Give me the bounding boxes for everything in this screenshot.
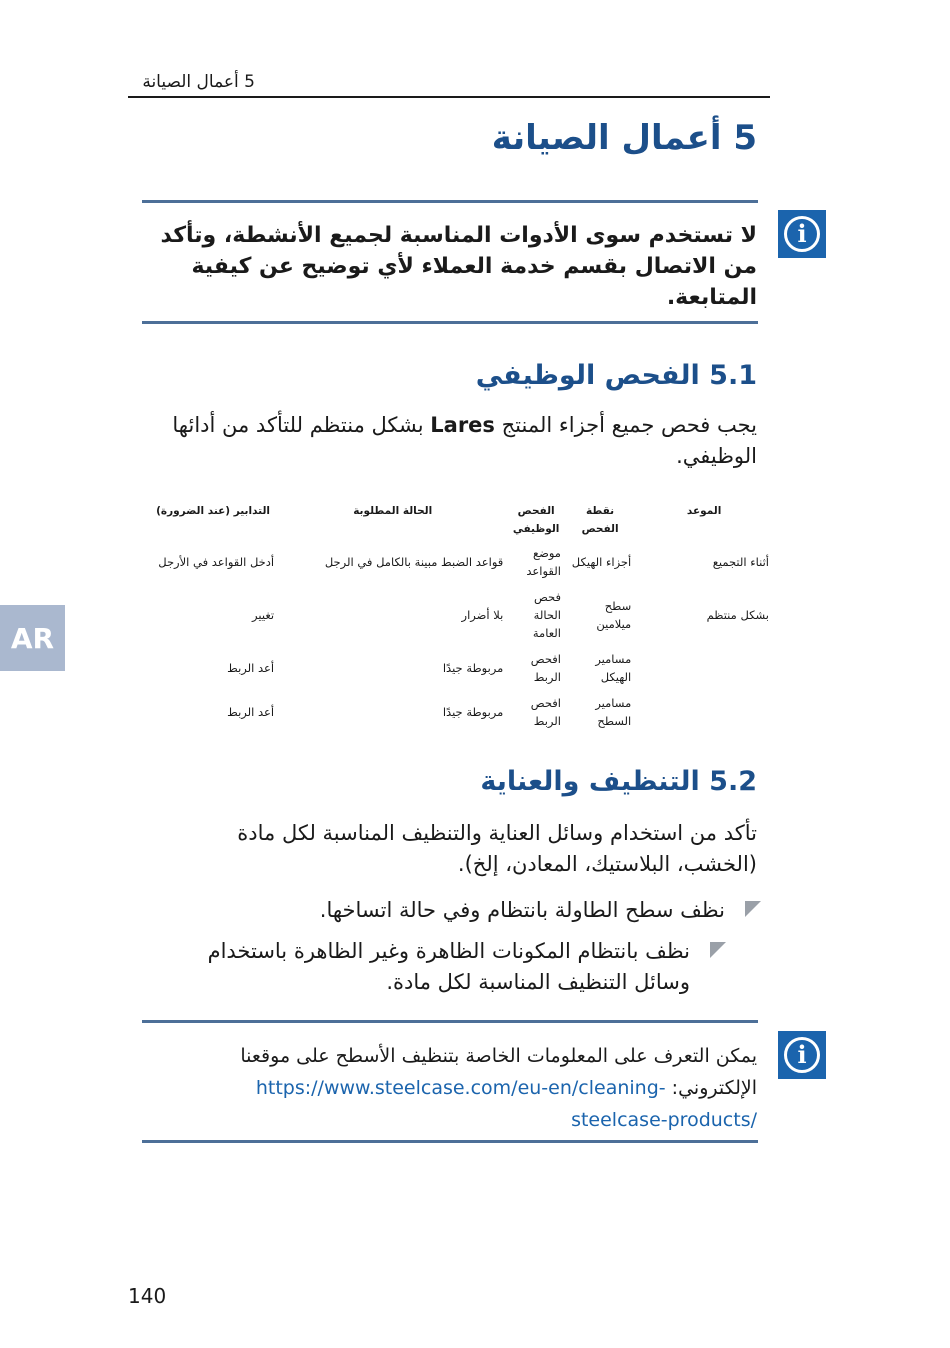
list-item-text: نظف سطح الطاولة بانتظام وفي حالة اتساخها. — [319, 898, 725, 922]
column-header: الموعد — [686, 505, 722, 517]
table-cell: مسامير السطح — [595, 696, 632, 728]
cleaning-intro: تأكد من استخدام وسائل العناية والتنظيف المناسبة لكل مادة (الخشب، البلاستيك، المعادن، إلخ). — [237, 821, 757, 876]
section-heading-cleaning: 5.2 التنظيف والعناية — [480, 766, 757, 797]
table-cell — [635, 690, 773, 734]
table-cell: أثناء التجميع — [712, 555, 769, 569]
info-icon: i — [778, 210, 826, 258]
table-cell: افحص الربط — [530, 652, 561, 684]
table-cell: أجزاء الهيكل — [571, 555, 632, 569]
info-box-text — [167, 1040, 757, 1136]
column-header: نقطة الفحص — [581, 505, 619, 535]
language-tab: AR — [0, 605, 65, 671]
page-title: 5 أعمال الصيانة — [491, 118, 757, 158]
table-cell: تغيير — [252, 608, 275, 622]
section-heading-functional-check: 5.1 الفحص الوظيفي — [475, 360, 757, 391]
bullet-marker — [745, 901, 761, 917]
table-cell: أعد الربط — [227, 661, 275, 675]
intro-text-end: بشكل منتظم للتأكد من أدائها الوظيفي. — [172, 413, 757, 468]
table-row — [148, 646, 773, 690]
notice-top-rule — [142, 200, 758, 203]
intro-text-start: يجب فحص جميع أجزاء المنتج — [494, 413, 757, 437]
list-item-text: نظف بانتظام المكونات الظاهرة وغير الظاهرة باستخدام وسائل التنظيف المناسبة لكل مادة. — [207, 939, 690, 994]
product-name: Lares — [430, 413, 495, 437]
table-row — [148, 584, 773, 646]
list-item — [185, 936, 690, 998]
table-cell: موضع القواعد — [526, 546, 561, 578]
column-header: الحالة المطلوبة — [353, 505, 433, 517]
table-cell: مربوطة جيدًا — [442, 705, 504, 719]
column-header: التدابير (عند الضرورة) — [156, 505, 270, 517]
maintenance-table — [148, 500, 773, 734]
table-cell: مسامير الهيكل — [595, 652, 632, 684]
table-header-row — [148, 500, 773, 540]
table-cell: فحص الحالة العامة — [532, 590, 561, 640]
table-row — [148, 540, 773, 584]
list-item — [185, 895, 725, 926]
table-cell: سطح ميلامين — [596, 599, 632, 631]
table-row — [148, 690, 773, 734]
table-cell: مربوطة جيدًا — [442, 661, 504, 675]
table-cell: أدخل القواعد في الأرجل — [158, 555, 275, 569]
info-box-bottom-rule — [142, 1140, 758, 1143]
table-cell: افحص الربط — [530, 696, 561, 728]
table-cell: بلا أضرار — [461, 608, 504, 622]
table-cell: أعد الربط — [227, 705, 275, 719]
table-cell: قواعد الضبط مبينة بالكامل في الرجل — [324, 555, 504, 569]
section-intro — [137, 410, 757, 472]
cleaning-info-link[interactable]: https://www.steelcase.com/eu-en/cleaning-steelcase-products/ — [255, 1077, 757, 1131]
running-header: 5 أعمال الصيانة — [142, 72, 255, 92]
info-box-top-rule — [142, 1020, 758, 1023]
notice-text: لا تستخدم سوى الأدوات المناسبة لجميع الأنشطة، وتأكد من الاتصال بقسم خدمة العملاء لأي توضيح عن كيفية المتابعة. — [160, 223, 757, 310]
table-cell: بشكل منتظم — [706, 608, 769, 622]
info-text: يمكن التعرف على المعلومات الخاصة بتنظيف الأسطح على موقعنا الإلكتروني: — [240, 1045, 757, 1099]
notice-bottom-rule — [142, 321, 758, 324]
page-number: 140 — [128, 1284, 167, 1308]
column-header: الفحص الوظيفي — [512, 505, 560, 535]
info-icon: i — [778, 1031, 826, 1079]
table-cell — [635, 646, 773, 690]
header-divider — [128, 96, 770, 98]
bullet-marker — [710, 942, 726, 958]
